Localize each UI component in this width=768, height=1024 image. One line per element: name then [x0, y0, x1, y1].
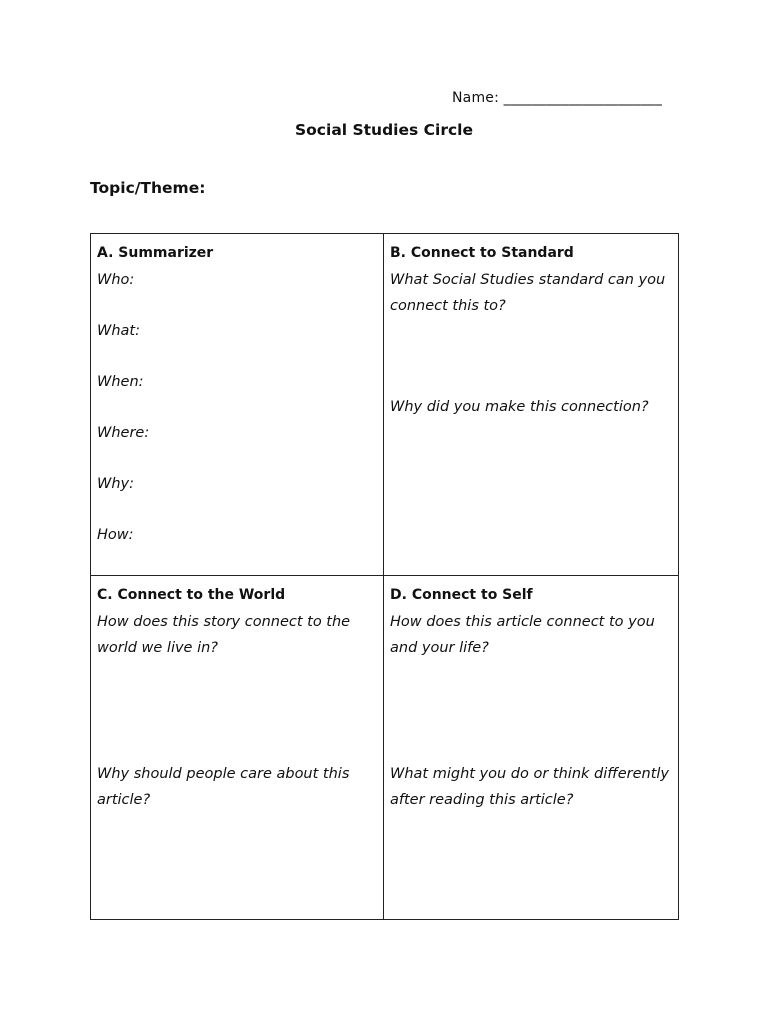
- cell-connect-to-self: [384, 576, 678, 919]
- world-connection-prompt: How does this story connect to the world we live in?: [97, 614, 351, 656]
- cell-summarizer: [91, 234, 384, 576]
- connect-to-world-title: C. Connect to the World: [97, 587, 286, 603]
- summarizer-title: A. Summarizer: [97, 245, 214, 261]
- what-prompt: What:: [97, 323, 140, 339]
- page-title: Social Studies Circle: [295, 121, 473, 139]
- why-care-prompt: Why should people care about this article?: [97, 766, 350, 808]
- standard-prompt: What Social Studies standard can you connect this to?: [390, 272, 666, 314]
- when-prompt: When:: [97, 374, 144, 390]
- who-prompt: Who:: [97, 272, 135, 288]
- think-differently-prompt: What might you do or think differently after reading this article?: [390, 766, 670, 808]
- name-field-label: Name: ______________________: [452, 90, 663, 106]
- self-connection-prompt: How does this article connect to you and your life?: [390, 614, 655, 656]
- worksheet-grid: [90, 233, 679, 920]
- cell-connect-to-world: [91, 576, 384, 919]
- how-prompt: How:: [97, 527, 134, 543]
- connect-to-self-title: D. Connect to Self: [390, 587, 533, 603]
- cell-connect-to-standard: [384, 234, 678, 576]
- connection-reason-prompt: Why did you make this connection?: [390, 399, 649, 415]
- connect-to-standard-title: B. Connect to Standard: [390, 245, 574, 261]
- where-prompt: Where:: [97, 425, 150, 441]
- why-prompt: Why:: [97, 476, 134, 492]
- topic-theme-label: Topic/Theme:: [90, 179, 206, 197]
